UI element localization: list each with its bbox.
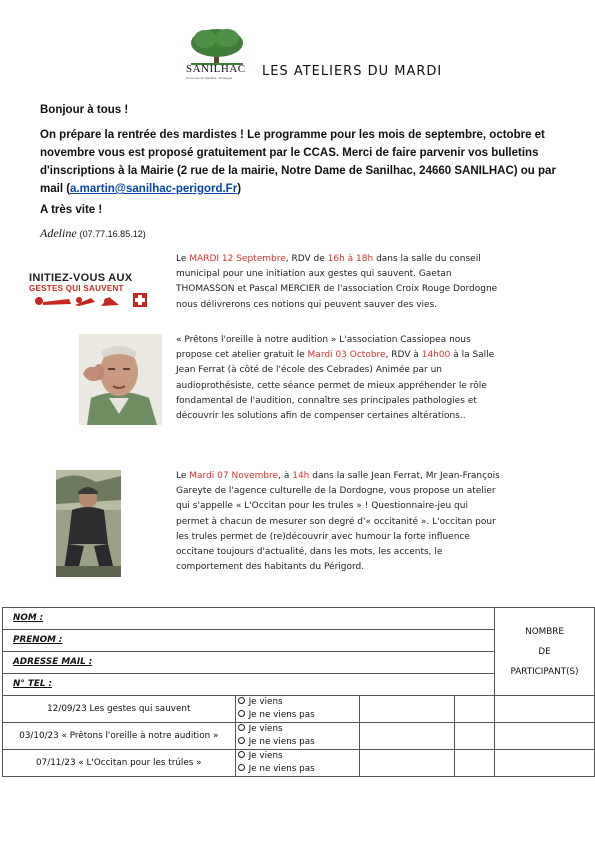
- event-september: [176, 252, 501, 313]
- option-label: Je ne viens pas: [248, 710, 315, 720]
- intro-text-end: ): [237, 183, 242, 195]
- option-yes[interactable]: [238, 723, 360, 736]
- option-no[interactable]: [238, 709, 360, 722]
- participant-count-cell[interactable]: [495, 723, 595, 750]
- logo-name: SANILHAC: [186, 63, 246, 75]
- option-label: Je ne viens pas: [248, 737, 315, 747]
- event-october: [176, 333, 501, 424]
- event-date: Mardi 03 Octobre: [307, 350, 386, 361]
- attendance-options: [235, 723, 360, 750]
- event-november: [176, 469, 501, 575]
- event-text: , RDV de: [285, 254, 328, 264]
- email-link[interactable]: a.martin@sanilhac-perigord.Fr: [70, 183, 238, 195]
- signature: [40, 226, 146, 241]
- first-aid-icon: [29, 293, 165, 307]
- option-no[interactable]: [238, 736, 360, 749]
- intro-text: On prépare la rentrée des mardistes ! Le programme pour les mois de septembre, octobre et novembre vous est proposé gratuitement par le CCAS. Merci de faire parvenir vos bulletins d'inscriptions à la Mairie (2 rue de la mairie, Notre Dame de Sanilhac, 24660 SANILHAC) ou par mail (: [40, 129, 556, 195]
- count-header-line: PARTICIPANT(S): [510, 666, 579, 677]
- event-description: à la Salle Jean Ferrat (à côté de l'école des Cebrades) Animée par un audioprothésiste, cette séance permet de mieux appréhender le rôle fondamental de l'audition, connaître ses principales pathologies et découvrir les solutions afin de compenser certaines altérations..: [176, 350, 495, 422]
- event-date: Mardi 07 Novembre: [189, 471, 279, 481]
- table-row: [3, 750, 595, 777]
- radio-icon[interactable]: [238, 764, 245, 771]
- name-field[interactable]: NOM :: [3, 608, 495, 630]
- option-label: Je viens: [248, 724, 283, 734]
- event-date: MARDI 12 Septembre: [189, 254, 286, 264]
- option-yes[interactable]: [238, 750, 360, 763]
- attendance-options: [235, 750, 360, 777]
- participant-count-cell[interactable]: [495, 750, 595, 777]
- count-header-line: DE: [538, 646, 551, 657]
- event-row-label: 07/11/23 « L'Occitan pour les trúles »: [3, 750, 236, 777]
- page-title: LES ATELIERS DU MARDI: [262, 64, 443, 79]
- table-row: [3, 723, 595, 750]
- event-text: Le: [176, 471, 190, 481]
- radio-icon[interactable]: [238, 724, 245, 731]
- participant-count-cell[interactable]: [495, 696, 595, 723]
- option-no[interactable]: [238, 763, 360, 776]
- logo-tagline: Commune de Sanilhac - Dordogne: [186, 76, 233, 80]
- registration-form: [2, 607, 595, 777]
- option-label: Je viens: [248, 751, 283, 761]
- event-time: 14h: [292, 471, 310, 481]
- radio-icon[interactable]: [238, 737, 245, 744]
- event-text: , RDV à: [385, 350, 422, 361]
- radio-icon[interactable]: [238, 710, 245, 717]
- event-description: dans la salle Jean Ferrat, Mr Jean-François Gareyte de l'agence culturelle de la Dordogne, vous propose un atelier qui s'appelle « L'Occitan pour les trules » ! Questionnaire-jeu qui permet à chacun de mesurer son degré d'« occitanité ». L'occitan pour les trules permet de (re)découvrir avec humour la forte influence occitane toujours d'actualité, dans les mots, les accents, le comportement des habitants du Périgord.: [176, 471, 500, 573]
- banner-line-2: GESTES QUI SAUVENT: [29, 284, 124, 293]
- signature-name: Adeline: [40, 226, 77, 240]
- attendance-options: [235, 696, 360, 723]
- event-time: 14h00: [421, 350, 451, 361]
- closing-line: A très vite !: [40, 204, 103, 216]
- phone-field[interactable]: N° TEL :: [3, 674, 495, 696]
- event-row-label: 12/09/23 Les gestes qui sauvent: [3, 696, 236, 723]
- blank-cell[interactable]: [360, 696, 455, 723]
- event-time: 16h à 18h: [327, 254, 374, 264]
- blank-cell[interactable]: [455, 696, 495, 723]
- count-header-line: NOMBRE: [525, 626, 564, 637]
- blank-cell[interactable]: [360, 750, 455, 777]
- event-text: « Prêtons l'oreille à notre audition » L'association Cassiopea nous propose cet atelier gratuit le: [176, 335, 471, 361]
- elderly-man-photo: [79, 334, 162, 425]
- radio-icon[interactable]: [238, 751, 245, 758]
- event-row-label: 03/10/23 « Prêtons l'oreille à notre audition »: [3, 723, 236, 750]
- phone-number: (07.77.16.85.12): [79, 229, 146, 239]
- email-field[interactable]: ADRESSE MAIL :: [3, 652, 495, 674]
- event-text: , à: [278, 471, 293, 481]
- option-label: Je viens: [248, 697, 283, 707]
- intro-paragraph: [40, 126, 570, 198]
- blank-cell[interactable]: [455, 750, 495, 777]
- option-yes[interactable]: [238, 696, 360, 709]
- first-aid-banner: [29, 272, 165, 310]
- event-text: Le: [176, 254, 190, 264]
- firstname-field[interactable]: PRENOM :: [3, 630, 495, 652]
- option-label: Je ne viens pas: [248, 764, 315, 774]
- participant-count-header: [495, 608, 595, 696]
- blank-cell[interactable]: [360, 723, 455, 750]
- greeting: Bonjour à tous !: [40, 104, 129, 116]
- speaker-photo: [56, 470, 121, 577]
- table-row: [3, 696, 595, 723]
- banner-line-1: INITIEZ-VOUS AUX: [29, 272, 133, 284]
- event-description: dans la salle du conseil municipal pour une initiation aux gestes qui sauvent. Gaetan THOMASSON et Pascal MERCIER de l'association Croix Rouge Dordogne nous délivrerons ces notions qui peuvent sauver des vies.: [176, 254, 498, 310]
- blank-cell[interactable]: [455, 723, 495, 750]
- radio-icon[interactable]: [238, 697, 245, 704]
